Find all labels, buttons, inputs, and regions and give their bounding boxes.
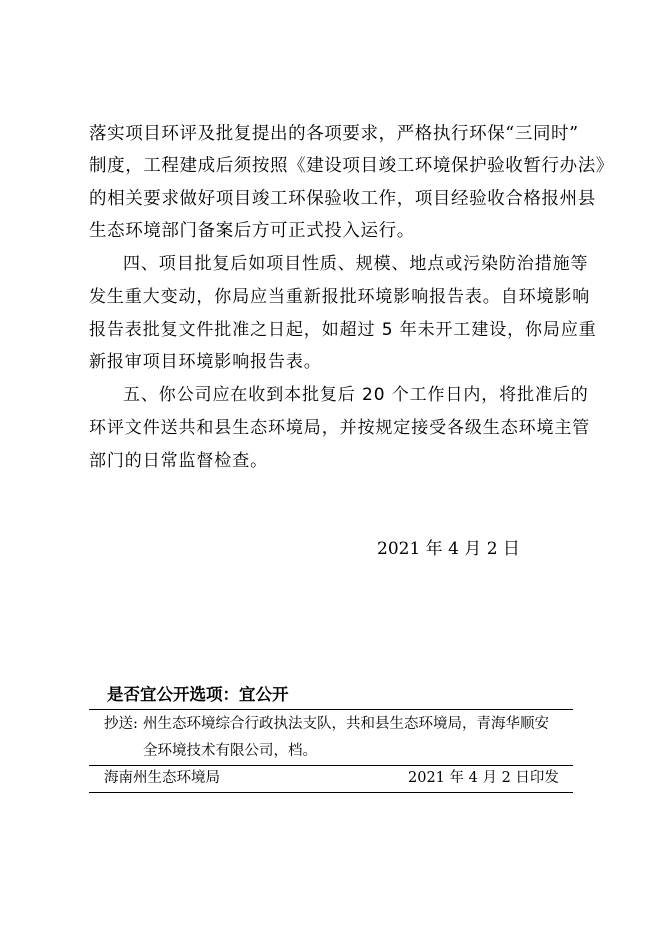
paragraph-5-line-1: 五、你公司应在收到本批复后 20 个工作日内，将批准后的	[123, 385, 589, 405]
paragraph-4-line-2: 发生重大变动，你局应当重新报批环境影响报告表。自环境影响	[89, 287, 591, 307]
distribution-line-1: 州生态环境综合行政执法支队，共和县生态环境局，青海华顺安	[143, 716, 549, 732]
distribution-label: 抄送:	[104, 716, 138, 732]
distribution-top-rule	[89, 709, 573, 710]
paragraph-3-line-3: 的相关要求做好项目竣工环保验收工作，项目经验收合格报州县	[89, 189, 596, 209]
footer-bottom-rule	[89, 792, 573, 793]
paragraph-4-line-3: 报告表批复文件批准之日起，如超过 5 年未开工建设，你局应重	[89, 320, 597, 340]
paragraph-5-line-2: 环评文件送共和县生态环境局，并按规定接受各级生态环境主管	[89, 418, 591, 438]
issuing-organization: 海南州生态环境局	[104, 770, 220, 786]
paragraph-3-line-2: 制度，工程建成后须按照《建设项目竣工环境保护验收暂行办法》	[89, 156, 614, 176]
paragraph-4-line-1: 四、项目批复后如项目性质、规模、地点或污染防治措施等	[123, 254, 589, 274]
paragraph-5-line-3: 部门的日常监督检查。	[89, 451, 268, 471]
distribution-line-2: 全环境技术有限公司，档。	[143, 743, 317, 759]
distribution-bottom-rule	[89, 765, 573, 766]
paragraph-4-line-4: 新报审项目环境影响报告表。	[89, 352, 322, 372]
disclosure-option: 是否宜公开选项：宜公开	[107, 685, 289, 704]
signature-date: 2021 年 4 月 2 日	[377, 539, 520, 559]
paragraph-3-line-1: 落实项目环评及批复提出的各项要求，严格执行环保“三同时”	[89, 124, 579, 144]
issue-date: 2021 年 4 月 2 日印发	[408, 770, 559, 786]
paragraph-3-line-4: 生态环境部门备案后方可正式投入运行。	[89, 221, 415, 241]
